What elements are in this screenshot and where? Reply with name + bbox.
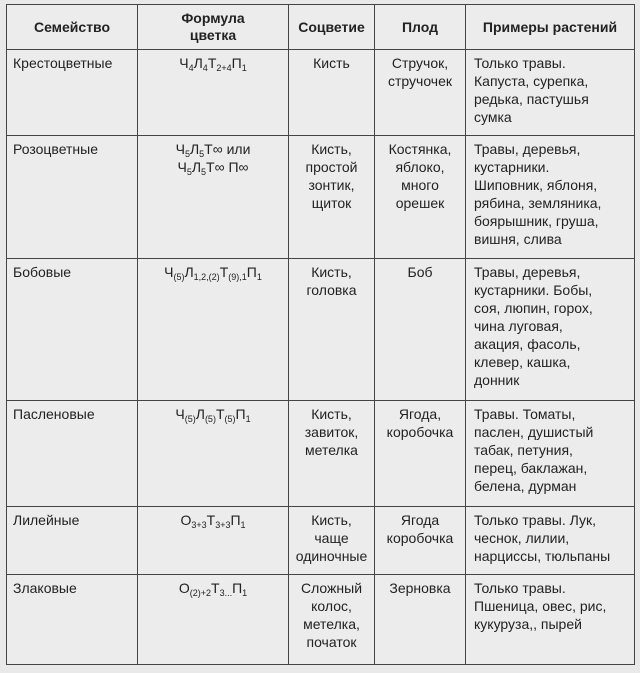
examples-cell (466, 136, 635, 259)
examples-line: вишня, слива (474, 231, 562, 247)
examples-line: перец, баклажан, (474, 460, 588, 476)
inflorescence-line: початок (306, 634, 357, 650)
fruit-line: орешек (395, 195, 445, 211)
inflorescence-line: головка (306, 282, 357, 298)
examples-line: сумка (474, 109, 512, 125)
family-cell: Пасленовые (7, 401, 138, 507)
examples-cell (466, 50, 635, 136)
inflorescence-line: колос, (311, 598, 352, 614)
formula-line: $О_{(2)+2}Т_{3...}П_1$ (178, 580, 248, 598)
inflorescence-line: Кисть, (311, 264, 352, 280)
formula-cell (138, 401, 289, 507)
fruit-line: коробочка (386, 530, 454, 546)
examples-line: Травы, деревья, (474, 264, 581, 280)
examples-line: боярышник, груша, (474, 213, 599, 229)
plant-families-table (6, 4, 635, 665)
examples-line: донник (474, 372, 520, 388)
table-row (7, 50, 635, 136)
examples-cell (466, 401, 635, 507)
examples-line: нарциссы, тюльпаны (474, 548, 611, 564)
examples-line: кустарники. Бобы, (474, 282, 593, 298)
formula-line: $Ч_5Л_5Т\infty$ П∞ (177, 159, 249, 177)
header-formula-line2: цветка (189, 27, 237, 43)
examples-cell (466, 575, 635, 665)
fruit-line: Ягода, (398, 406, 442, 422)
fruit-cell (375, 401, 466, 507)
examples-line: чина луговая, (474, 318, 563, 334)
inflorescence-line: щиток (311, 195, 352, 211)
examples-line: кукуруза,, пырей (474, 616, 582, 632)
fruit-line: Ягода (400, 512, 440, 528)
inflorescence-line: одиночные (295, 548, 368, 564)
examples-line: Шиповник, яблоня, (474, 177, 598, 193)
examples-line: рябина, земляника, (474, 195, 602, 211)
inflorescence-cell (289, 507, 375, 575)
examples-line: Только травы. (474, 580, 566, 596)
examples-line: соя, люпин, горох, (474, 300, 593, 316)
formula-cell (138, 50, 289, 136)
inflorescence-cell (289, 401, 375, 507)
formula-line: $О_{3+3}Т_{3+3}П_1$ (180, 512, 246, 530)
family-cell: Лилейные (7, 507, 138, 575)
examples-line: белена, дурман (474, 478, 577, 494)
examples-cell (466, 507, 635, 575)
formula-cell (138, 575, 289, 665)
examples-line: кустарники. (474, 159, 550, 175)
examples-line: Только травы. (474, 55, 566, 71)
inflorescence-line: чаще (314, 530, 349, 546)
examples-line: Травы. Томаты, (474, 406, 576, 422)
fruit-cell (375, 507, 466, 575)
fruit-cell (375, 575, 466, 665)
inflorescence-cell (289, 259, 375, 401)
fruit-cell (375, 50, 466, 136)
header-formula-line1: Формула (181, 10, 245, 26)
header-fruit: Плод (375, 5, 466, 50)
family-cell: Крестоцветные (7, 50, 138, 136)
examples-line: Пшеница, овес, рис, (474, 598, 607, 614)
family-cell: Злаковые (7, 575, 138, 665)
inflorescence-line: Кисть (313, 55, 350, 71)
fruit-line: Стручок, (391, 55, 449, 71)
family-cell: Розоцветные (7, 136, 138, 259)
examples-cell (466, 259, 635, 401)
header-row (7, 5, 635, 50)
header-examples: Примеры растений (466, 5, 635, 50)
fruit-line: яблоко, (395, 159, 445, 175)
formula-line: $Ч_5Л_5Т\infty$ или (175, 141, 251, 159)
formula-line: $Ч_{(5)}Л_{(5)}Т_{(5)}П_1$ (175, 406, 251, 424)
inflorescence-cell (289, 575, 375, 665)
formula-cell (138, 507, 289, 575)
formula-cell (138, 259, 289, 401)
fruit-line: Зерновка (389, 580, 451, 596)
fruit-cell (375, 136, 466, 259)
inflorescence-cell (289, 50, 375, 136)
fruit-line: коробочка (386, 424, 454, 440)
examples-line: паслен, душистый (474, 424, 594, 440)
fruit-line: много (401, 177, 439, 193)
table-row (7, 575, 635, 665)
table-row (7, 136, 635, 259)
examples-line: Капуста, сурепка, (474, 73, 589, 89)
formula-line: $Ч_{(5)}Л_{1,2,(2)}Т_{(9),1}П_1$ (164, 264, 262, 282)
inflorescence-line: метелка, (303, 616, 360, 632)
examples-line: Только травы. Лук, (474, 512, 596, 528)
examples-line: редька, пастушья (474, 91, 589, 107)
header-formula (138, 5, 289, 50)
fruit-line: стручочек (387, 73, 453, 89)
inflorescence-line: зонтик, (308, 177, 355, 193)
formula-cell (138, 136, 289, 259)
inflorescence-cell (289, 136, 375, 259)
family-cell: Бобовые (7, 259, 138, 401)
table-row (7, 401, 635, 507)
examples-line: Травы, деревья, (474, 141, 581, 157)
examples-line: чеснок, лилии, (474, 530, 570, 546)
inflorescence-line: простой (305, 159, 358, 175)
examples-line: табак, петуния, (474, 442, 573, 458)
table-row (7, 259, 635, 401)
header-family: Семейство (7, 5, 138, 50)
inflorescence-line: метелка (305, 442, 358, 458)
inflorescence-line: Кисть, (311, 406, 352, 422)
examples-line: клевер, кашка, (474, 354, 571, 370)
fruit-line: Костянка, (388, 141, 452, 157)
inflorescence-line: Кисть, (311, 512, 352, 528)
fruit-line: Боб (407, 264, 433, 280)
formula-line: $Ч_4Л_4Т_{2+4}П_1$ (179, 55, 247, 73)
inflorescence-line: Сложный (300, 580, 363, 596)
header-inflorescence: Соцветие (289, 5, 375, 50)
table-row (7, 507, 635, 575)
fruit-cell (375, 259, 466, 401)
inflorescence-line: завиток, (304, 424, 359, 440)
inflorescence-line: Кисть, (311, 141, 352, 157)
examples-line: акация, фасоль, (474, 336, 581, 352)
